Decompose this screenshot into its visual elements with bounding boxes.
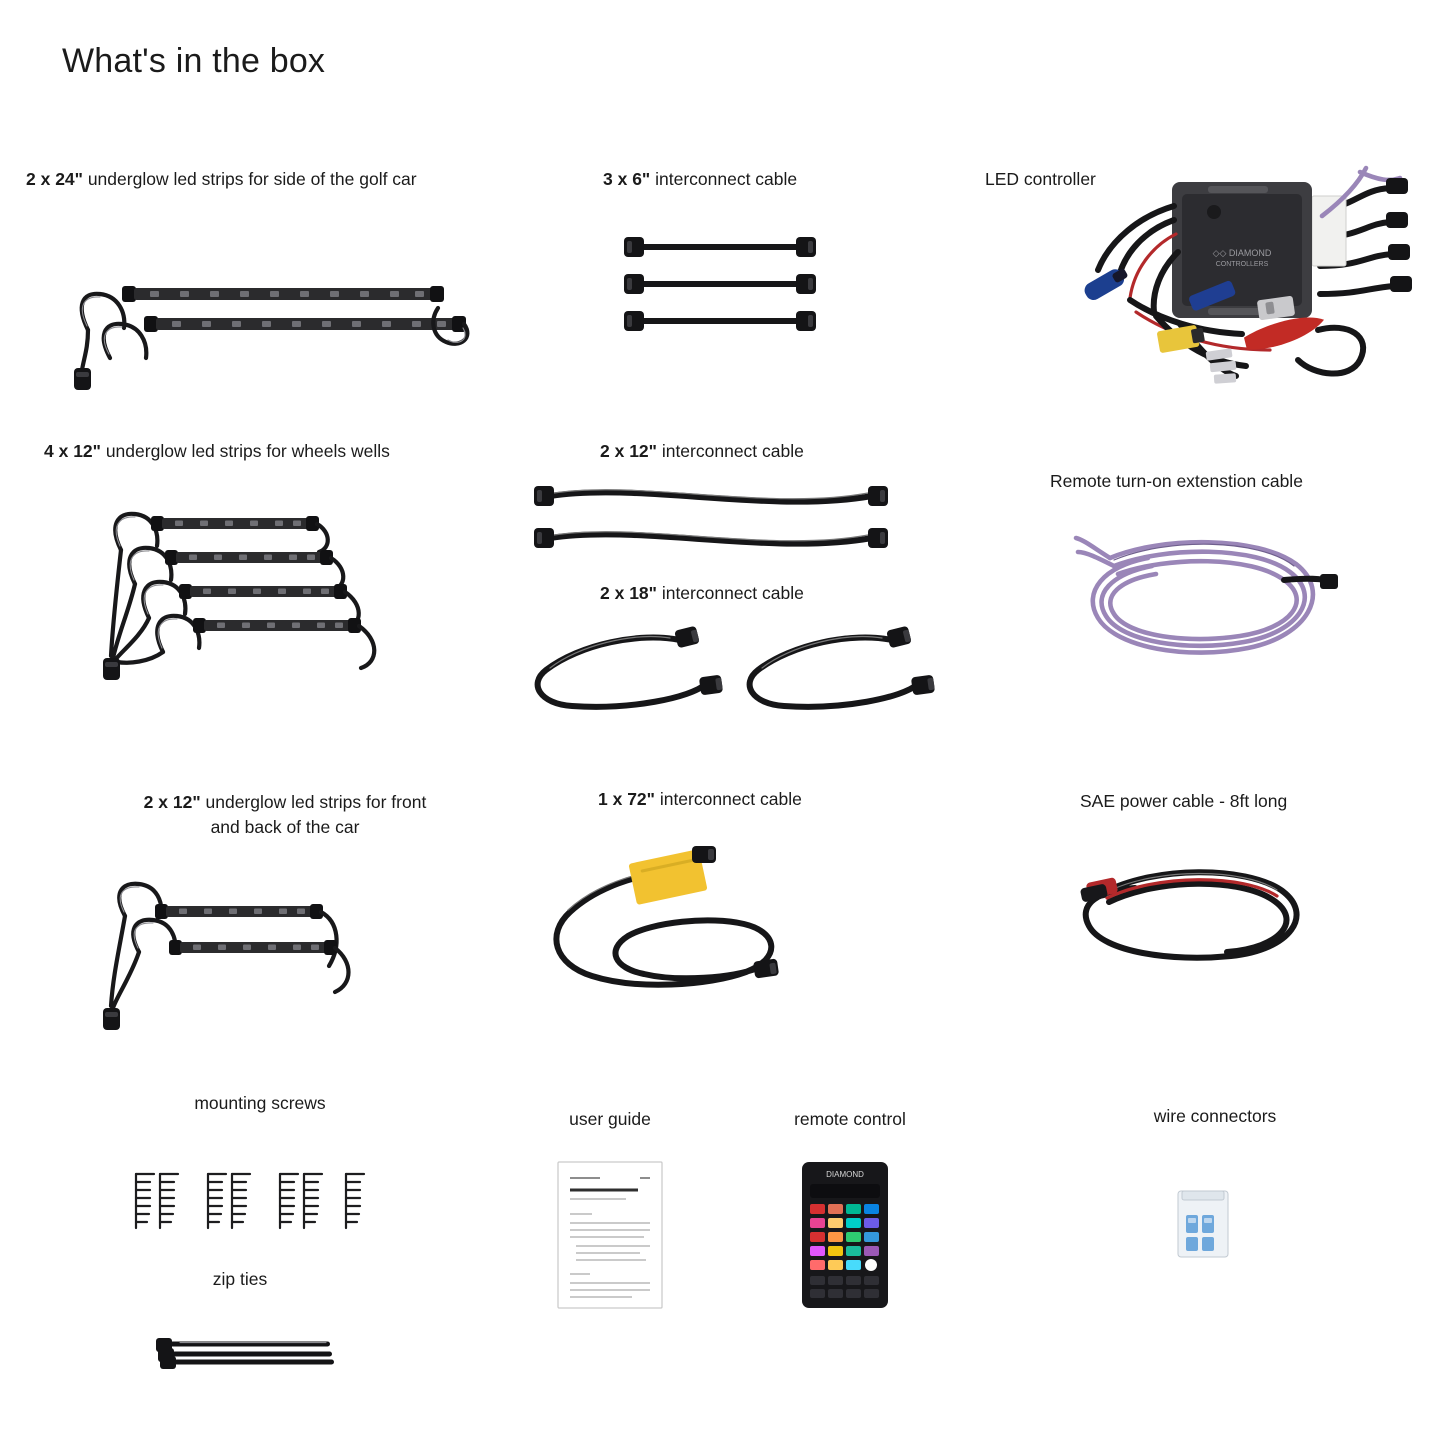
art-interconnect-12: [520, 478, 910, 568]
caption-wire-connectors: [1080, 1105, 1350, 1129]
caption-side-strips: [26, 168, 546, 192]
label-sae-power: SAE power cable - 8ft long: [1080, 791, 1288, 811]
qty-interconnect-6: 3 x 6": [603, 169, 651, 189]
art-sae-power: [1065, 850, 1325, 980]
label-wire-connectors: wire connectors: [1153, 1106, 1277, 1126]
caption-remote-control: [735, 1108, 965, 1132]
label-remote-control: remote control: [794, 1109, 906, 1129]
art-remote-control: [800, 1160, 890, 1310]
art-user-guide: [556, 1160, 666, 1310]
caption-interconnect-12: [600, 440, 930, 464]
page-title: What's in the box: [62, 42, 326, 80]
art-led-controller: [1060, 160, 1420, 430]
caption-interconnect-6: [603, 168, 933, 192]
label2-front-back-strips: and back of the car: [210, 817, 360, 838]
qty-wheel-well-strips: 4 x 12": [44, 441, 101, 461]
qty-front-back-strips: 2 x 12": [143, 792, 201, 812]
caption-interconnect-72: [598, 788, 928, 812]
label-zip-ties: zip ties: [212, 1269, 268, 1289]
svg-text:CONTROLLERS: CONTROLLERS: [1215, 261, 1269, 268]
caption-front-back-strips: [70, 790, 500, 841]
caption-mounting-screws: [110, 1092, 410, 1116]
label-user-guide: user guide: [569, 1109, 651, 1129]
qty-side-strips: 2 x 24": [26, 169, 83, 189]
art-interconnect-6: [610, 232, 840, 342]
art-side-strips: [30, 230, 500, 400]
svg-text:◇◇ DIAMOND: ◇◇ DIAMOND: [1212, 248, 1272, 258]
label-side-strips: underglow led strips for side of the golf car: [87, 169, 417, 189]
label-led-controller: LED controller: [985, 169, 1096, 189]
caption-remote-extension: [1050, 470, 1390, 494]
label-remote-extension: Remote turn-on extenstion cable: [1050, 471, 1303, 491]
caption-zip-ties: [140, 1268, 340, 1292]
art-remote-extension: [1070, 520, 1340, 680]
art-zip-ties: [140, 1320, 370, 1380]
label-interconnect-12: interconnect cable: [661, 441, 804, 461]
label-mounting-screws: mounting screws: [194, 1093, 326, 1113]
art-wire-connectors: [1172, 1185, 1242, 1265]
art-front-back-strips: [85, 880, 385, 1050]
label-interconnect-6: interconnect cable: [655, 169, 798, 189]
qty-interconnect-72: 1 x 72": [598, 789, 655, 809]
caption-interconnect-18: [600, 582, 930, 606]
label-wheel-well-strips: underglow led strips for wheels wells: [105, 441, 390, 461]
qty-interconnect-18: 2 x 18": [600, 583, 657, 603]
label-interconnect-18: interconnect cable: [661, 583, 804, 603]
caption-user-guide: [505, 1108, 715, 1132]
caption-wheel-well-strips: [44, 440, 514, 464]
label-interconnect-72: interconnect cable: [659, 789, 802, 809]
qty-interconnect-12: 2 x 12": [600, 441, 657, 461]
art-mounting-screws: [130, 1168, 380, 1248]
label-front-back-strips: underglow led strips for front: [205, 792, 427, 812]
art-wheel-well-strips: [85, 490, 425, 740]
art-interconnect-18: [520, 618, 940, 728]
svg-text:DIAMOND: DIAMOND: [826, 1170, 864, 1179]
art-interconnect-72: [540, 840, 820, 1020]
caption-sae-power: [1080, 790, 1410, 814]
